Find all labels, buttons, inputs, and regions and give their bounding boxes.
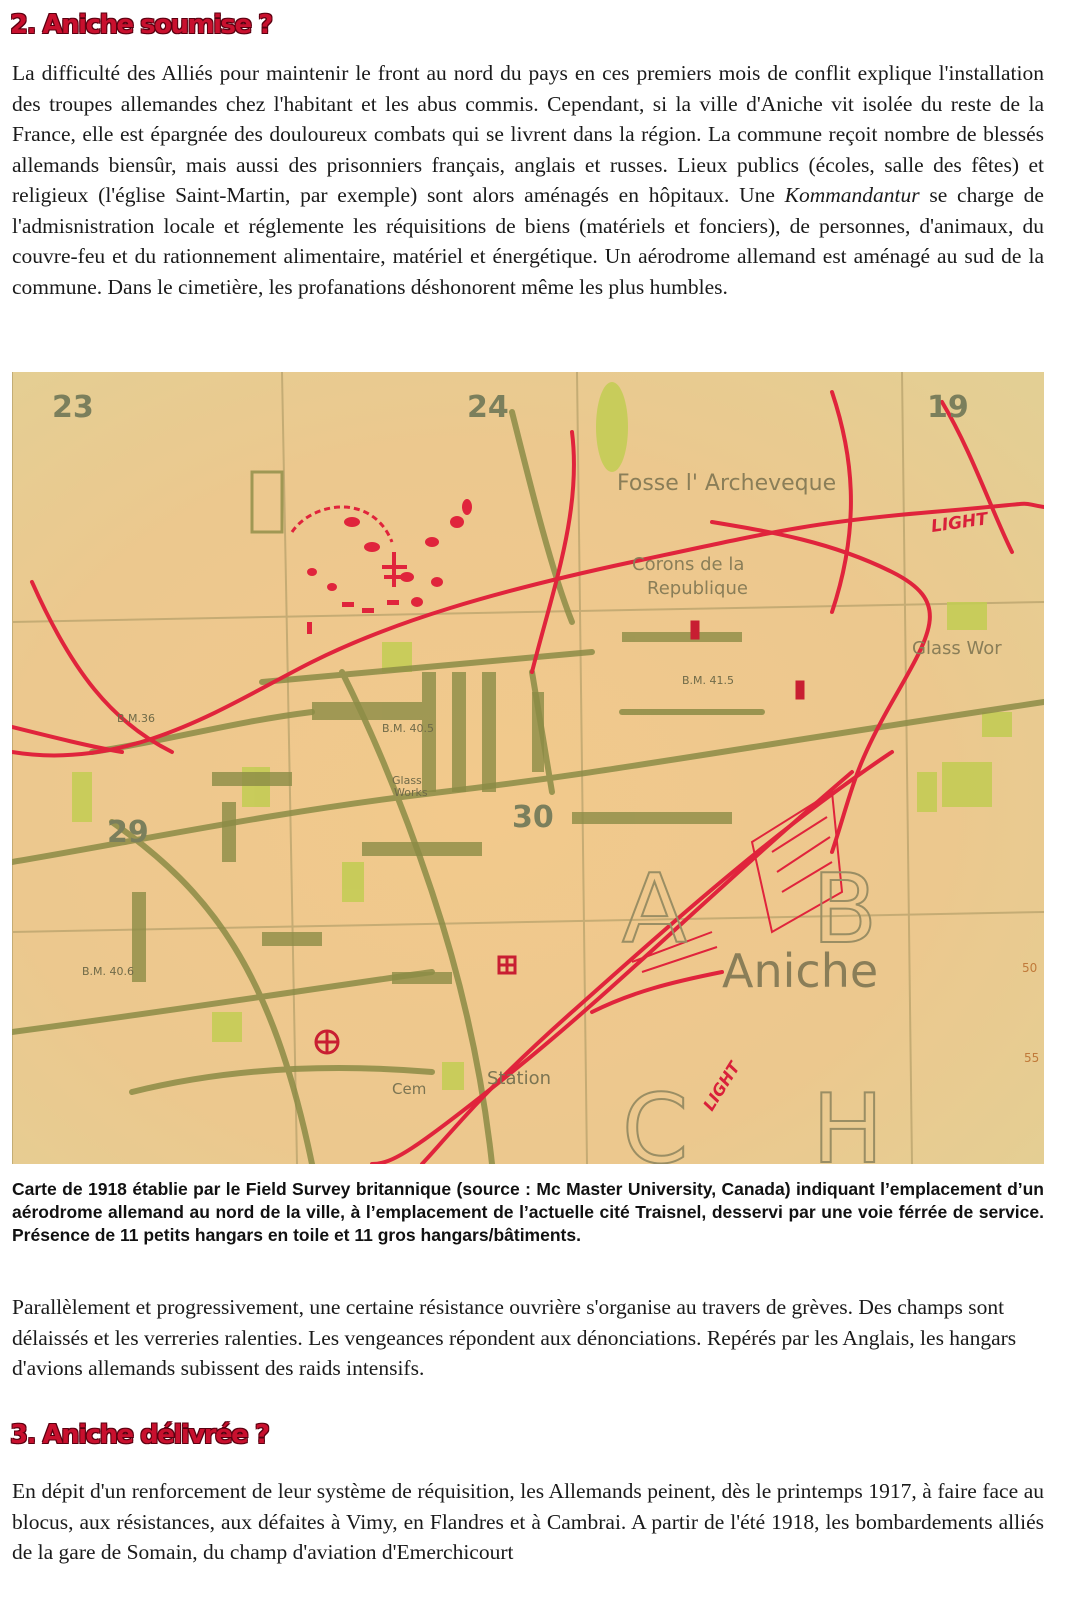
label-bm-left: B.M. 40.6: [82, 965, 135, 978]
label-fosse-archeveque: Fosse l' Archeveque: [617, 471, 837, 496]
grid-number-24: 24: [467, 390, 509, 425]
section-3-heading: 3. Aniche délivrée ?: [10, 1420, 269, 1450]
label-republique: Republique: [647, 578, 748, 599]
label-works: Works: [394, 786, 428, 799]
kommandantur-term: Kommandantur: [784, 183, 920, 207]
paragraph-text-part2: se charge de l'admisnistration locale et réglemente les réquisitions de biens (matériels et fonciers), de personnes, d'animaux, du couvre-feu et du rationnement alimentaire, matériel et énergétique. Un aérodrome allemand est aménagé au sud de la commune. Dans le cimetière, les profanations déshonorent même les plus humbles.: [12, 183, 1044, 299]
map-caption: Carte de 1918 établie par le Field Survey britannique (source : Mc Master University, Canada) indiquant l’emplacement d’un aérodrome allemand au nord de la ville, à l’emplacement de l’actuelle cité Traisnel, desservi par une voie férrée de service. Présence de 11 petits hangars en toile et 11 gros hangars/bâtiments.: [12, 1179, 1044, 1245]
label-bm405: B.M. 40.5: [382, 722, 435, 735]
grid-number-29: 29: [107, 815, 149, 850]
label-light-bottom: LIGHT: [699, 1058, 744, 1115]
grid-letter-b: B: [812, 855, 878, 965]
map-paper: [12, 372, 1044, 1164]
grid-letter-c: C: [622, 1075, 689, 1164]
paragraph-text-part1: La difficulté des Alliés pour maintenir le front au nord du pays en ces premiers mois de conflit explique l'installation des troupes allemandes chez l'habitant et les abus commis. Cependant, si la ville d'Aniche vit isolée du reste de la France, elle est épargnée des douloureux combats qui se livrent dans la région. La commune reçoit nombre de blessés allemands biensûr, mais aussi des prisonniers français, anglais et russes. Lieux publics (écoles, salle des fêtes) et religieux (l'église Saint-Martin, par exemple) sont alors aménagés en hôpitaux. Une: [12, 61, 1044, 207]
label-cemetery: Cem: [392, 1080, 427, 1098]
label-town-aniche: Aniche: [722, 944, 879, 998]
section-2-paragraph-2: Parallèlement et progressivement, une certaine résistance ouvrière s'organise au travers de grèves. Des champs sont délaissés et les verreries ralenties. Les vengeances répondent aux dénonciations. Repérés par les Anglais, les hangars d'avions allemands subissent des raids intensifs.: [12, 1295, 1017, 1380]
label-bm36: B.M.36: [117, 712, 156, 725]
label-bm415: B.M. 41.5: [682, 674, 735, 687]
section-2-paragraph: [12, 58, 1044, 302]
grid-letter-h: H: [812, 1075, 884, 1164]
section-2-heading: 2. Aniche soumise ?: [10, 10, 272, 40]
label-glass-works-right: Glass Wor: [912, 638, 1002, 659]
label-station: Station: [487, 1068, 551, 1089]
section-3-paragraph: En dépit d'un renforcement de leur système de réquisition, les Allemands peinent, dès le printemps 1917, à faire face au blocus, aux résistances, aux défaites à Vimy, en Flandres et à Cambrai. A partir de l'été 1918, les bombardements alliés de la gare de Somain, du champ d'aviation d'Emerchicourt: [12, 1479, 1044, 1564]
grid-letter-a: A: [622, 855, 687, 965]
margin-number-50: 50: [1022, 961, 1038, 975]
grid-number-23: 23: [52, 390, 94, 425]
label-glass: Glass: [392, 774, 422, 787]
grid-number-19: 19: [927, 390, 969, 425]
historical-map-1918: [12, 372, 1044, 1164]
grid-number-30: 30: [512, 800, 554, 835]
label-corons: Corons de la: [632, 554, 745, 575]
margin-number-55: 55: [1024, 1051, 1040, 1065]
label-light-top: LIGHT: [929, 509, 990, 537]
